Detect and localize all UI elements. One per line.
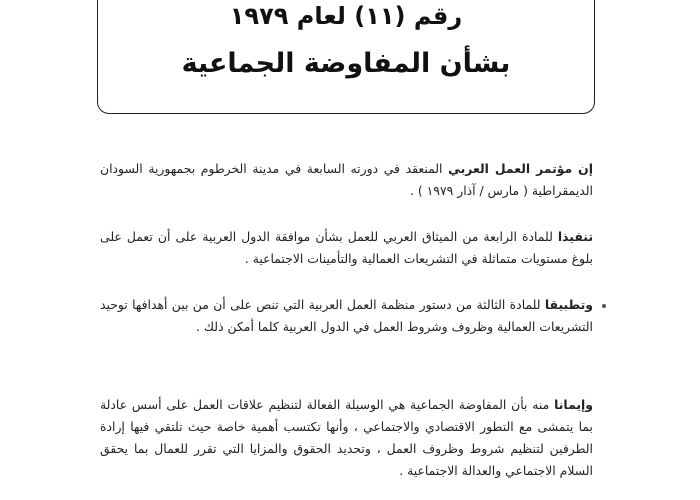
convention-number-title: رقم (١١) لعام ١٩٧٩ [229, 2, 463, 30]
paragraph-lead: تنفيذا [557, 229, 593, 244]
paragraph-text: المنعقد في دورته السابعة في مدينة الخرطوم بجمهورية السودان الديمقراطية ( مارس / آذار ١٩٧٩ ) . [100, 161, 593, 198]
preamble-paragraph [100, 394, 593, 482]
paragraph-lead: إن مؤتمر العمل العربي [448, 161, 594, 176]
convention-subject-title: بشأن المفاوضة الجماعية [181, 48, 511, 79]
paragraph-text: منه بأن المفاوضة الجماعية هي الوسيلة الفعالة لتنظيم علاقات العمل على أسس عادلة بما يتمشى مع التطور الاقتصادي والاجتماعي ، وأنها تكتسب أهمية خاصة حيث تلتقي فيها إرادة الطرفين لتنظيم شروط وظروف العمل ، وتحديد الحقوق والمزايا التي تقرر للعمال بما يحقق السلام الاجتماعي والعدالة الاجتماعية . [100, 397, 593, 478]
paragraph-lead: وتطبيقا [544, 297, 593, 312]
paragraph-text: للمادة الثالثة من دستور منظمة العمل العربية التي تنص على أن من بين أهدافها توحيد التشريعات العمالية وظروف وشروط العمل في الدول العربية كلما أمكن ذلك . [100, 297, 593, 334]
preamble-paragraph [100, 158, 593, 202]
preamble-paragraph [100, 294, 593, 338]
bullet-dot [602, 304, 606, 308]
paragraph-lead: وإيمانا [554, 397, 593, 412]
paragraph-text: للمادة الرابعة من الميثاق العربي للعمل بشأن موافقة الدول العربية على أن تعمل على بلوغ مستويات متماثلة في التشريعات العمالية والتأمينات الاجتماعية . [100, 229, 593, 266]
preamble-paragraph [100, 226, 593, 270]
